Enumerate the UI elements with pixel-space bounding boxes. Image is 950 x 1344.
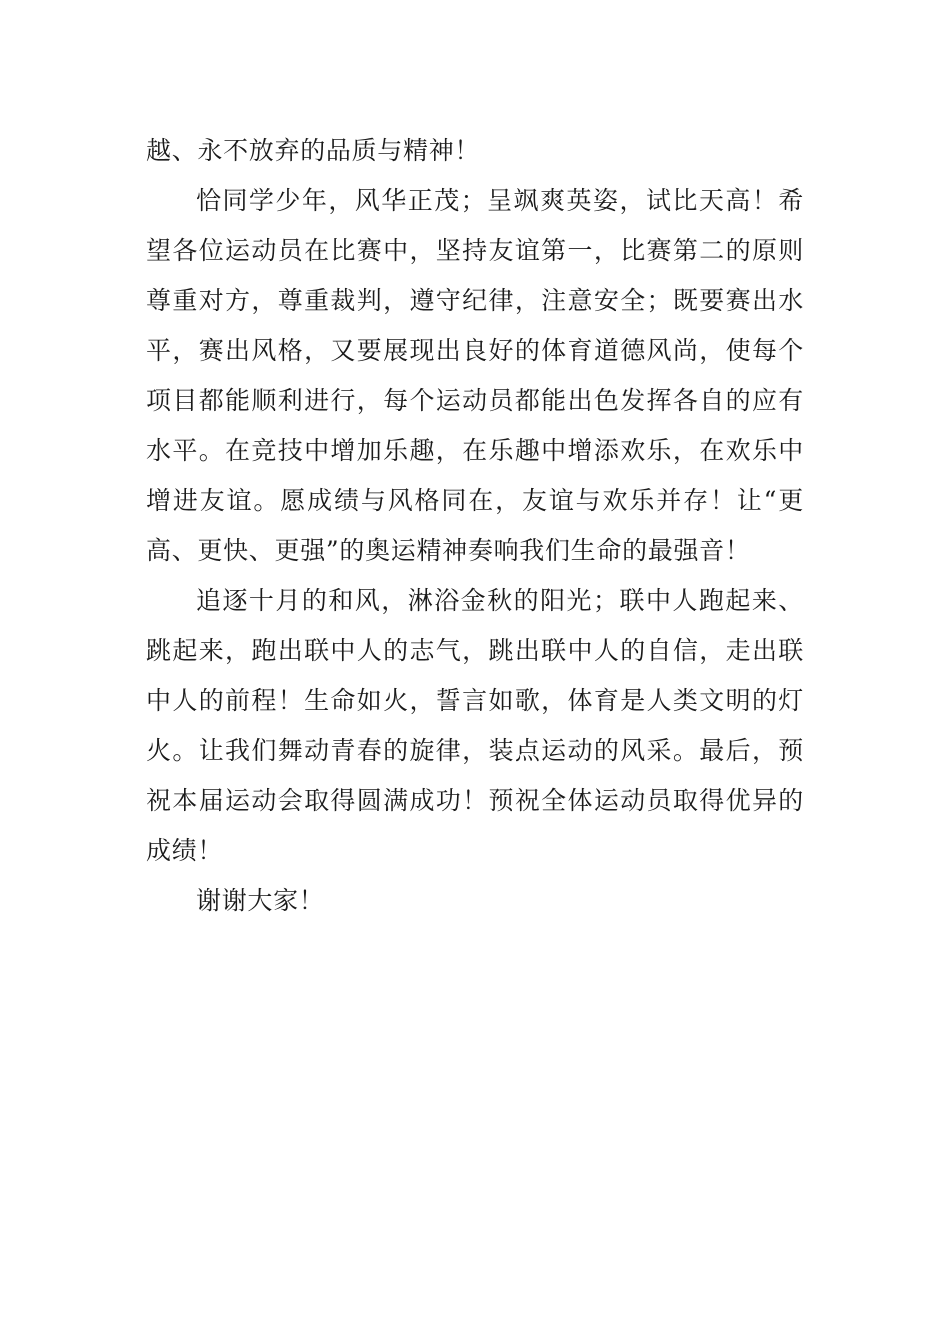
text-line: 火。让我们舞动青春的旋律，装点运动的风采。最后，预 [146, 736, 804, 765]
text-line: 追逐十月的和风，淋浴金秋的阳光；联中人跑起来、 [196, 586, 804, 615]
text-line: 项目都能顺利进行，每个运动员都能出色发挥各自的应有 [146, 386, 804, 415]
text-line: 水平。在竞技中增加乐趣，在乐趣中增添欢乐，在欢乐中 [146, 436, 804, 465]
text-line: 跳起来，跑出联中人的志气，跳出联中人的自信，走出联 [146, 636, 804, 665]
text-line: 增进友谊。愿成绩与风格同在，友谊与欢乐并存！让“更 [146, 486, 804, 515]
text-line: 成绩！ [146, 836, 224, 865]
text-line: 中人的前程！生命如火，誓言如歌，体育是人类文明的灯 [146, 686, 804, 715]
text-line: 高、更快、更强”的奥运精神奏响我们生命的最强音！ [146, 536, 751, 565]
text-line: 越、永不放弃的品质与精神！ [146, 136, 481, 165]
document-body [146, 126, 804, 926]
text-line: 恰同学少年，风华正茂；呈飒爽英姿，试比天高！希 [196, 186, 804, 215]
text-line: 尊重对方，尊重裁判，遵守纪律，注意安全；既要赛出水 [146, 286, 804, 315]
text-line: 平，赛出风格，又要展现出良好的体育道德风尚，使每个 [146, 336, 804, 365]
text-line: 望各位运动员在比赛中，坚持友谊第一，比赛第二的原则 [146, 236, 804, 265]
text-line: 谢谢大家！ [196, 886, 325, 915]
text-line: 祝本届运动会取得圆满成功！预祝全体运动员取得优异的 [146, 786, 804, 815]
